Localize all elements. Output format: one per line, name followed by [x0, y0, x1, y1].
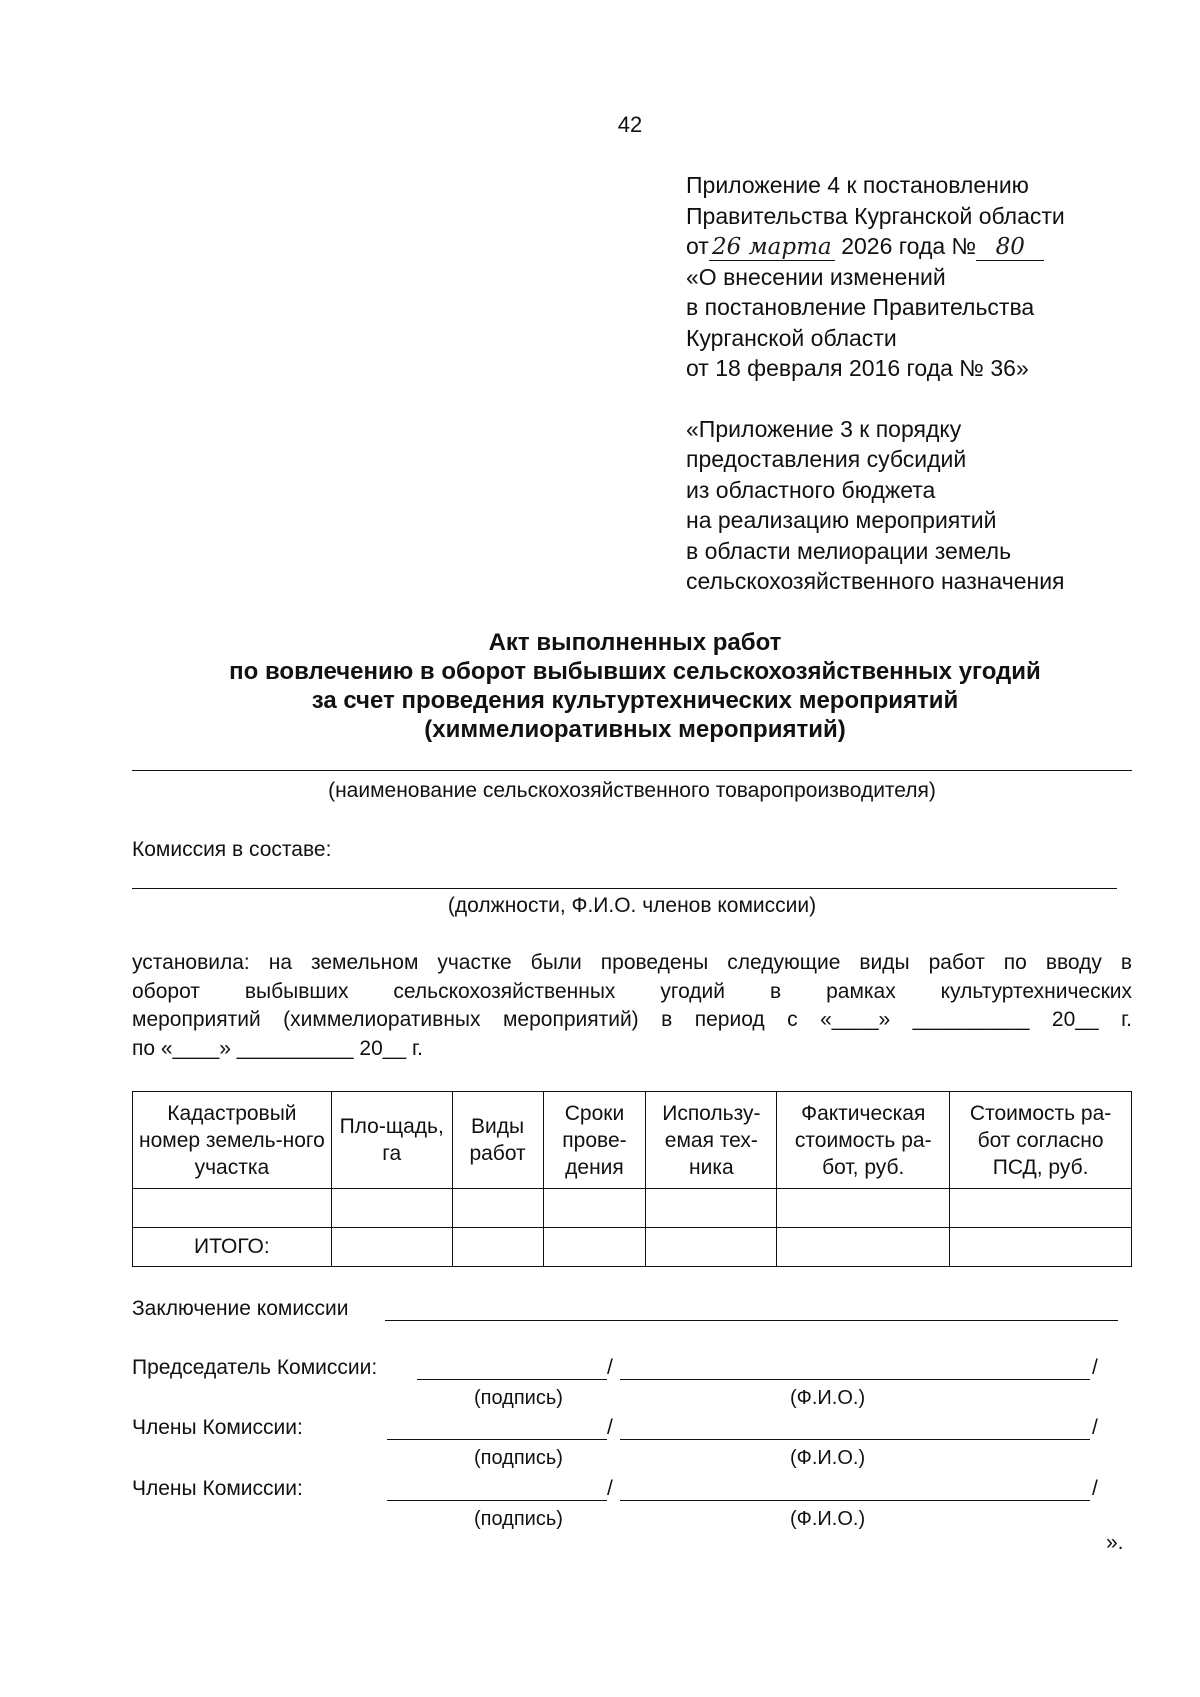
chair-signature-rule[interactable]	[417, 1379, 607, 1380]
member-label: Члены Комиссии:	[132, 1477, 303, 1500]
producer-caption: (наименование сельскохозяйственного товаропроизводителя)	[328, 779, 936, 802]
member-name-rule[interactable]	[620, 1500, 1090, 1501]
date-prefix: от	[686, 233, 709, 259]
table-cell[interactable]	[543, 1189, 646, 1228]
title-line: (химмелиоративных мероприятий)	[424, 716, 846, 743]
name-caption: (Ф.И.О.)	[790, 1508, 866, 1530]
annex-line: от 18 февраля 2016 года № 36»	[686, 355, 1029, 381]
handwritten-number: 80	[976, 234, 1044, 261]
sign-caption: (подпись)	[474, 1447, 563, 1469]
annex-line: «Приложение 3 к порядку	[686, 415, 962, 442]
chair-name-rule[interactable]	[620, 1379, 1090, 1380]
header-equipment: Использу-емая тех-ника	[646, 1092, 777, 1189]
table-cell[interactable]	[950, 1228, 1132, 1267]
works-table	[132, 1091, 1132, 1267]
chair-label: Председатель Комиссии:	[132, 1356, 378, 1379]
header-actual-cost: Фактическая стоимость ра-бот, руб.	[777, 1092, 950, 1189]
table-cell[interactable]	[777, 1189, 950, 1228]
table-row	[133, 1189, 1132, 1228]
paragraph-line: по «____» __________ 20__ г.	[132, 1036, 423, 1060]
annex-line: из областного бюджета	[686, 476, 936, 503]
producer-rule	[132, 770, 1132, 771]
commission-label: Комиссия в составе:	[132, 838, 332, 861]
slash: /	[607, 1477, 613, 1500]
annex-line: Курганской области	[686, 324, 897, 351]
slash: /	[1092, 1356, 1098, 1379]
annex-date-line	[686, 231, 1166, 262]
conclusion-label: Заключение комиссии	[132, 1297, 349, 1320]
annex-line: в постановление Правительства	[686, 294, 1035, 320]
member-signature-rule[interactable]	[387, 1500, 607, 1501]
document-title	[100, 628, 1170, 744]
title-line: Акт выполненных работ	[488, 629, 782, 656]
paragraph-line: установила: на земельном участке были проведены следующие виды работ по вводу в	[132, 951, 1132, 974]
table-cell[interactable]	[646, 1189, 777, 1228]
header-cadastral-number: Кадастровый номер земель-ного участка	[133, 1092, 332, 1189]
table-header-row	[133, 1092, 1132, 1189]
slash: /	[607, 1356, 613, 1379]
annex-line: Правительства Курганской области	[686, 202, 1065, 229]
total-row	[133, 1228, 1132, 1267]
table-cell[interactable]	[133, 1189, 332, 1228]
header-work-types: Виды работ	[452, 1092, 543, 1189]
annex-block	[686, 170, 1166, 597]
total-label: ИТОГО:	[133, 1228, 332, 1267]
work-paragraph	[132, 949, 1132, 1063]
member-name-rule[interactable]	[620, 1439, 1090, 1440]
annex-line: в области мелиорации земель	[686, 537, 1012, 564]
members-caption: (должности, Ф.И.О. членов комиссии)	[447, 894, 817, 917]
table-cell[interactable]	[646, 1228, 777, 1267]
header-psd-cost: Стоимость ра-бот согласно ПСД, руб.	[950, 1092, 1132, 1189]
table-cell[interactable]	[543, 1228, 646, 1267]
header-area: Пло-щадь, га	[331, 1092, 452, 1189]
table-cell[interactable]	[331, 1228, 452, 1267]
table-cell[interactable]	[777, 1228, 950, 1267]
annex-line: сельскохозяйственного назначения	[686, 568, 1065, 594]
paragraph-line: мероприятий (химмелиоративных мероприятий) в период с «____» __________ 20__ г.	[132, 1008, 1132, 1031]
annex-line: «О внесении изменений	[686, 263, 946, 290]
slash: /	[1092, 1477, 1098, 1500]
page-number: 42	[617, 112, 643, 137]
header-timing: Сроки прове-дения	[543, 1092, 646, 1189]
name-caption: (Ф.И.О.)	[790, 1387, 866, 1409]
sign-caption: (подпись)	[474, 1508, 563, 1530]
annex-line: предоставления субсидий	[686, 446, 967, 472]
title-line: по вовлечению в оборот выбывших сельскохозяйственных угодий	[229, 658, 1041, 685]
sign-caption: (подпись)	[474, 1387, 563, 1409]
member-label: Члены Комиссии:	[132, 1416, 303, 1439]
table-cell[interactable]	[950, 1189, 1132, 1228]
annex-line: Приложение 4 к постановлению	[686, 172, 1029, 198]
conclusion-rule[interactable]	[385, 1320, 1118, 1321]
commission-rule	[132, 888, 1117, 889]
title-line: за счет проведения культуртехнических мероприятий	[311, 687, 959, 714]
handwritten-date: 26 марта	[709, 234, 835, 261]
table-cell[interactable]	[331, 1189, 452, 1228]
table-cell[interactable]	[452, 1228, 543, 1267]
name-caption: (Ф.И.О.)	[790, 1447, 866, 1469]
slash: /	[607, 1416, 613, 1439]
paragraph-line: оборот выбывших сельскохозяйственных угодий в рамках культуртехнических	[132, 979, 1132, 1003]
annex-line: на реализацию мероприятий	[686, 507, 997, 533]
slash: /	[1092, 1416, 1098, 1439]
closing-mark: ».	[1106, 1531, 1124, 1554]
table-cell[interactable]	[452, 1189, 543, 1228]
year-text: 2026 года №	[841, 233, 977, 259]
member-signature-rule[interactable]	[387, 1439, 607, 1440]
